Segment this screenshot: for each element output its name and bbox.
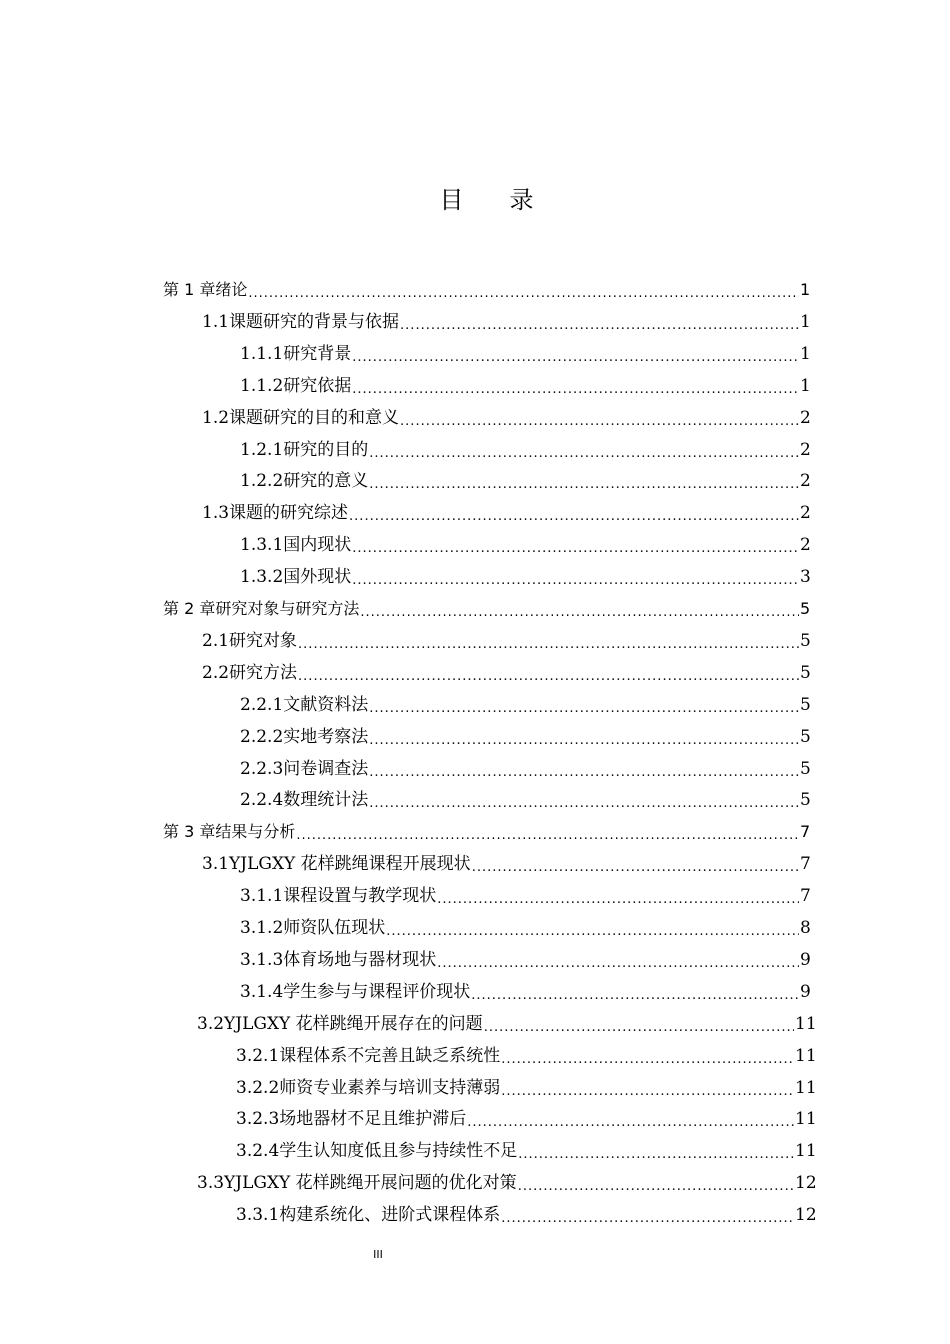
toc-chapter[interactable] xyxy=(163,274,810,306)
toc-entry-number: 第 2 章 xyxy=(163,599,216,618)
toc-dot-leader xyxy=(248,282,799,306)
toc-dot-leader xyxy=(501,1048,794,1072)
toc-entry-title: 绪论 xyxy=(215,280,248,299)
toc-entry-number: 3.1 xyxy=(202,854,230,875)
toc-entry-title: 研究的意义 xyxy=(283,471,369,492)
toc-page-number: 8 xyxy=(800,918,811,938)
toc-dot-leader xyxy=(369,792,799,816)
toc-entry-number: 3.2.1 xyxy=(236,1045,280,1066)
title-char-1: 目 xyxy=(439,186,466,214)
toc-page-number: 11 xyxy=(795,1013,817,1034)
toc-entry-title: 研究依据 xyxy=(283,375,352,396)
toc-page-number: 12 xyxy=(795,1205,817,1226)
toc-entry-title: YJLGXY 花样跳绳开展存在的问题 xyxy=(224,1013,483,1034)
toc-entry-number: 2.2 xyxy=(202,662,230,683)
toc-dot-leader xyxy=(518,1143,794,1167)
toc-page-number: 11 xyxy=(795,1045,817,1066)
toc-page-number: 7 xyxy=(800,854,811,875)
toc-dot-leader xyxy=(472,856,799,880)
toc-entry-title: 师资专业素养与培训支持薄弱 xyxy=(279,1077,501,1098)
toc-entry-number: 2.2.2 xyxy=(240,726,284,747)
toc-entry-number: 2.2.1 xyxy=(240,694,284,715)
toc-page-number: 3 xyxy=(800,567,811,588)
toc-entry-title: 场地器材不足且维护滞后 xyxy=(279,1109,467,1130)
toc-entry-number: 1.1 xyxy=(202,311,230,332)
toc-page-number: 1 xyxy=(800,311,811,332)
toc-entry[interactable] xyxy=(202,402,810,434)
toc-entry-title: 师资队伍现状 xyxy=(283,918,386,938)
toc-page-number: 5 xyxy=(800,758,811,779)
toc-entry[interactable] xyxy=(236,1040,815,1072)
toc-dot-leader xyxy=(437,952,799,976)
toc-page-number: 5 xyxy=(800,630,811,651)
toc-entry-number: 2.2.4 xyxy=(240,790,284,811)
toc-entry-number: 3.3.1 xyxy=(236,1205,280,1226)
toc-entry[interactable] xyxy=(240,465,810,497)
toc-entry-title: 课题的研究综述 xyxy=(229,503,349,524)
toc-dot-leader xyxy=(298,665,799,689)
toc-entry[interactable] xyxy=(240,721,810,753)
toc-entry-number: 1.2.2 xyxy=(240,471,284,492)
toc-entry[interactable] xyxy=(236,1103,815,1135)
toc-entry-number: 1.2 xyxy=(202,407,230,428)
toc-entry-title: 研究的目的 xyxy=(283,439,369,460)
toc-entry-title: 研究方法 xyxy=(229,662,298,683)
toc-entry[interactable] xyxy=(202,497,810,529)
toc-entry-title: 课程体系不完善且缺乏系统性 xyxy=(279,1045,501,1066)
toc-entry[interactable] xyxy=(236,1135,815,1167)
toc-entry[interactable] xyxy=(240,976,810,1008)
toc-dot-leader xyxy=(386,920,799,944)
toc-entry-title: 研究对象与研究方法 xyxy=(215,599,360,618)
toc-entry-number: 3.1.4 xyxy=(240,981,284,1002)
toc-entry[interactable] xyxy=(240,434,810,466)
toc-dot-leader xyxy=(518,1175,794,1199)
toc-dot-leader xyxy=(484,1016,794,1040)
toc-entry-title: 构建系统化、进阶式课程体系 xyxy=(279,1205,501,1226)
toc-page-number: 7 xyxy=(800,822,811,842)
toc-entry[interactable] xyxy=(197,1167,815,1199)
toc-entry-title: YJLGXY 花样跳绳开展问题的优化对策 xyxy=(224,1173,517,1194)
toc-entry-number: 3.2.3 xyxy=(236,1109,280,1130)
toc-entry[interactable] xyxy=(240,561,810,593)
toc-entry-title: YJLGXY 花样跳绳课程开展现状 xyxy=(229,854,471,875)
toc-entry-number: 1.1.1 xyxy=(240,343,284,364)
toc-entry-title: 数理统计法 xyxy=(283,790,369,811)
toc-entry[interactable] xyxy=(240,880,810,912)
toc-entry[interactable] xyxy=(236,1072,815,1104)
toc-entry-title: 实地考察法 xyxy=(283,726,369,747)
toc-page-number: 11 xyxy=(795,1077,817,1098)
toc-entry-number: 3.2.2 xyxy=(236,1077,280,1098)
toc-entry[interactable] xyxy=(240,912,810,944)
toc-page-number: 2 xyxy=(800,503,811,524)
toc-page-number: 5 xyxy=(800,726,811,747)
toc-entry[interactable] xyxy=(236,1199,815,1231)
toc-entry-title: 问卷调查法 xyxy=(283,758,369,779)
toc-dot-leader xyxy=(501,1207,794,1231)
toc-dot-leader xyxy=(352,378,799,402)
toc-dot-leader xyxy=(369,761,799,785)
toc-page-number: 1 xyxy=(800,343,811,364)
toc-entry-number: 第 3 章 xyxy=(163,822,216,842)
toc-dot-leader xyxy=(296,824,799,848)
toc-page-number: 2 xyxy=(800,535,811,556)
toc-dot-leader xyxy=(369,729,799,753)
toc-page-number: 5 xyxy=(800,790,811,811)
toc-dot-leader xyxy=(349,505,799,529)
toc-entry[interactable] xyxy=(240,784,810,816)
toc-dot-leader xyxy=(400,314,799,338)
toc-dot-leader xyxy=(471,984,799,1008)
toc-entry-number: 1.3 xyxy=(202,503,230,524)
toc-dot-leader xyxy=(352,537,799,561)
title-char-2: 录 xyxy=(509,186,536,214)
toc-dot-leader xyxy=(437,888,799,912)
toc-entry-title: 国外现状 xyxy=(283,567,352,588)
toc-entry[interactable] xyxy=(202,625,810,657)
toc-entry-number: 3.1.1 xyxy=(240,886,284,907)
toc-entry-number: 2.2.3 xyxy=(240,758,284,779)
toc-page-number: 5 xyxy=(800,694,811,715)
toc-dot-leader xyxy=(352,346,799,370)
toc-page-number: 1 xyxy=(800,280,811,299)
toc-entry-title: 课题研究的目的和意义 xyxy=(229,407,400,428)
toc-page-number: 7 xyxy=(800,886,811,907)
toc-entry-number: 3.2 xyxy=(197,1013,225,1034)
toc-page-number: 5 xyxy=(800,599,811,618)
toc-page-number: 9 xyxy=(800,981,811,1002)
toc-entry-number: 3.3 xyxy=(197,1173,225,1194)
toc-dot-leader xyxy=(501,1080,794,1104)
toc-entry-number: 3.2.4 xyxy=(236,1141,280,1162)
toc-entry[interactable] xyxy=(240,370,810,402)
toc-chapter[interactable] xyxy=(163,816,810,848)
toc-entry-number: 1.1.2 xyxy=(240,375,284,396)
toc-entry-title: 课程设置与教学现状 xyxy=(283,886,437,907)
toc-entry-number: 3.1.2 xyxy=(240,918,284,938)
toc-entry[interactable] xyxy=(202,657,810,689)
toc-entry-number: 2.1 xyxy=(202,630,230,651)
toc-page-number: 9 xyxy=(800,949,811,970)
toc-page-number: 12 xyxy=(795,1173,817,1194)
toc-entry-title: 国内现状 xyxy=(283,535,352,556)
toc-dot-leader xyxy=(467,1111,794,1135)
footer-page-number: III xyxy=(373,1248,383,1261)
toc-entry-title: 结果与分析 xyxy=(215,822,296,842)
toc-entry-number: 3.1.3 xyxy=(240,949,284,970)
toc-entry-number: 1.2.1 xyxy=(240,439,284,460)
toc-entry[interactable] xyxy=(240,753,810,785)
toc-entry-title: 体育场地与器材现状 xyxy=(283,949,437,970)
toc-entry[interactable] xyxy=(202,848,810,880)
toc-entry[interactable] xyxy=(240,944,810,976)
toc-page-number: 1 xyxy=(800,375,811,396)
toc-entry-title: 学生认知度低且参与持续性不足 xyxy=(279,1141,518,1162)
toc-dot-leader xyxy=(352,569,799,593)
toc-dot-leader xyxy=(369,442,799,466)
toc-dot-leader xyxy=(360,601,799,625)
toc-dot-leader xyxy=(400,410,799,434)
toc-dot-leader xyxy=(369,697,799,721)
page-title xyxy=(0,180,950,215)
toc-page-number: 11 xyxy=(795,1141,817,1162)
toc-entry-title: 学生参与与课程评价现状 xyxy=(283,981,471,1002)
toc-entry-number: 1.3.2 xyxy=(240,567,284,588)
toc-chapter[interactable] xyxy=(163,593,810,625)
toc-entry[interactable] xyxy=(240,529,810,561)
toc-page-number: 2 xyxy=(800,471,811,492)
toc-dot-leader xyxy=(298,633,799,657)
toc-entry[interactable] xyxy=(240,689,810,721)
toc-page-number: 2 xyxy=(800,439,811,460)
toc-entry-title: 文献资料法 xyxy=(283,694,369,715)
toc-page-number: 11 xyxy=(795,1109,817,1130)
toc-entry-number: 第 1 章 xyxy=(163,280,216,299)
toc-entry-title: 研究背景 xyxy=(283,343,352,364)
toc-entry[interactable] xyxy=(202,306,810,338)
toc-page-number: 2 xyxy=(800,407,811,428)
toc-page-number: 5 xyxy=(800,662,811,683)
toc-entry-title: 课题研究的背景与依据 xyxy=(229,311,400,332)
toc-entry-title: 研究对象 xyxy=(229,630,298,651)
toc-entry-number: 1.3.1 xyxy=(240,535,284,556)
toc-entry[interactable] xyxy=(197,1008,815,1040)
toc-entry[interactable] xyxy=(240,338,810,370)
toc-dot-leader xyxy=(369,473,799,497)
